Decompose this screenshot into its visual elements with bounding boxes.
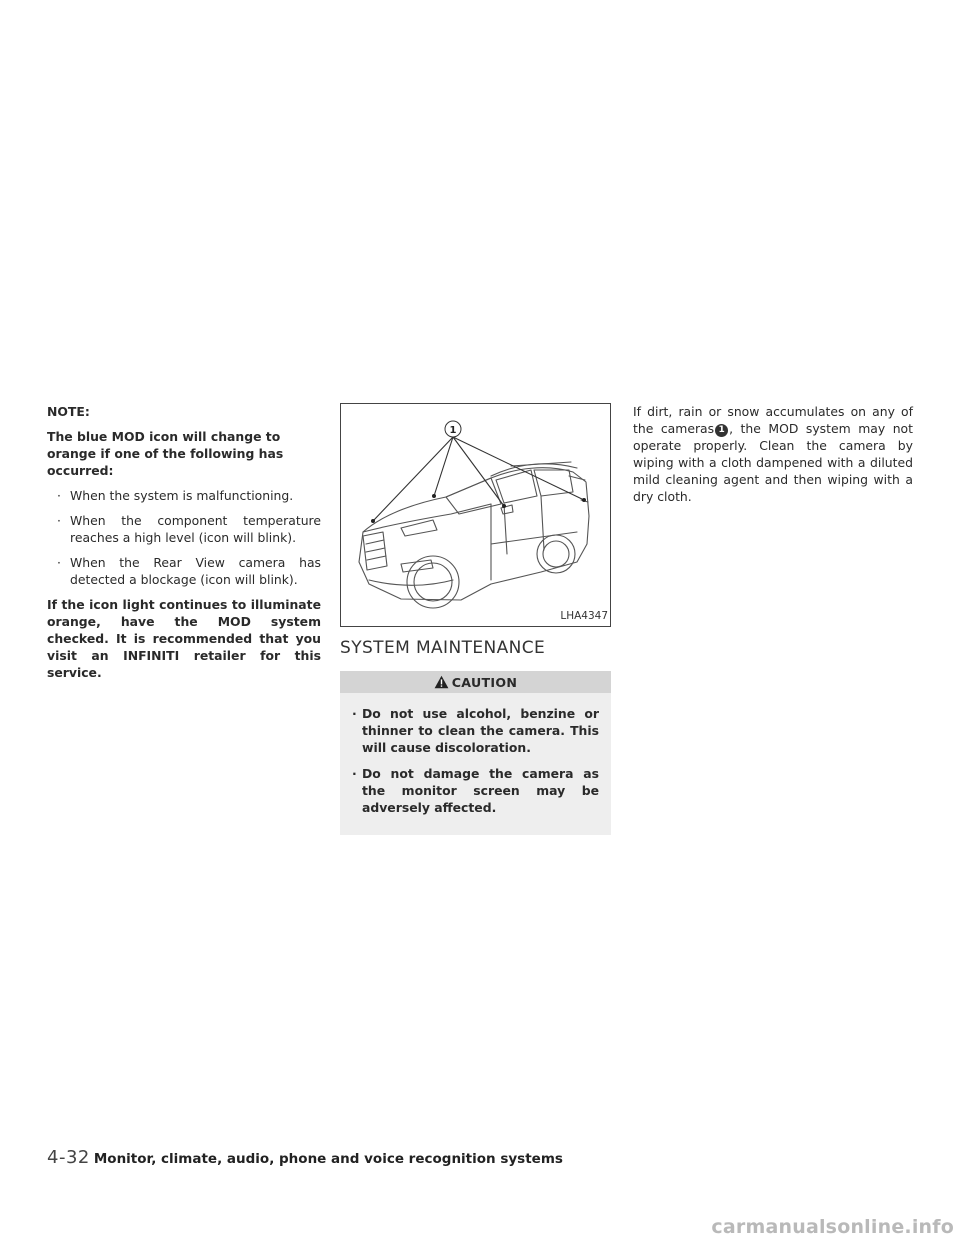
list-item: · When the component temperature reaches a high level (icon will blink).	[57, 513, 321, 545]
middle-column	[340, 403, 611, 835]
note-bullet-list	[47, 487, 321, 588]
chapter-title: Monitor, climate, audio, phone and voice recognition systems	[93, 1151, 563, 1167]
list-item: · When the system is malfunctioning.	[57, 488, 294, 503]
page-number: 4-32	[47, 1147, 90, 1168]
maintenance-paragraph	[633, 403, 913, 505]
vehicle-illustration	[341, 404, 610, 626]
caution-list	[340, 693, 611, 816]
callout-label: 1	[449, 425, 457, 436]
list-item: · Do not damage the camera as the monitor screen may be adversely affected.	[352, 766, 599, 815]
callout-marker: 1	[715, 424, 728, 437]
paragraph-text-start: If dirt, rain or snow accumulates on any of the cameras	[633, 404, 913, 436]
page-footer	[47, 1147, 563, 1168]
left-column	[47, 403, 321, 689]
list-item: · When the Rear View camera has detected a blockage (icon will blink).	[57, 555, 321, 587]
bullet-text: When the Rear View camera has detected a blockage (icon will blink).	[70, 555, 321, 587]
closing-paragraph: If the icon light continues to illuminate orange, have the MOD system checked. It is recommended that you visit an INFINITI retailer for this service.	[47, 597, 321, 680]
bullet-text: When the component temperature reaches a high level (icon will blink).	[70, 513, 321, 545]
bullet-text: When the system is malfunctioning.	[70, 488, 294, 503]
caution-text: Do not use alcohol, benzine or thinner to clean the camera. This will cause discoloration.	[362, 706, 599, 755]
caution-label: CAUTION	[451, 674, 518, 690]
paragraph-text-end: , the MOD system may not operate properly. Clean the camera by wiping with a cloth dampened with a diluted mild cleaning agent and then wiping with a dry cloth.	[633, 421, 913, 504]
list-item: · Do not use alcohol, benzine or thinner to clean the camera. This will cause discoloration.	[352, 706, 599, 755]
caution-box	[340, 671, 611, 835]
warning-icon	[434, 675, 449, 689]
caution-text: Do not damage the camera as the monitor screen may be adversely affected.	[362, 766, 599, 815]
vehicle-camera-figure	[340, 403, 611, 627]
note-intro: The blue MOD icon will change to orange if one of the following has occurred:	[47, 429, 284, 478]
caution-header	[340, 671, 611, 693]
right-column	[633, 403, 913, 505]
watermark: carmanualsonline.info	[711, 1216, 954, 1238]
note-title: NOTE:	[47, 404, 90, 419]
section-heading: SYSTEM MAINTENANCE	[340, 638, 546, 658]
figure-code: LHA4347	[560, 610, 608, 622]
